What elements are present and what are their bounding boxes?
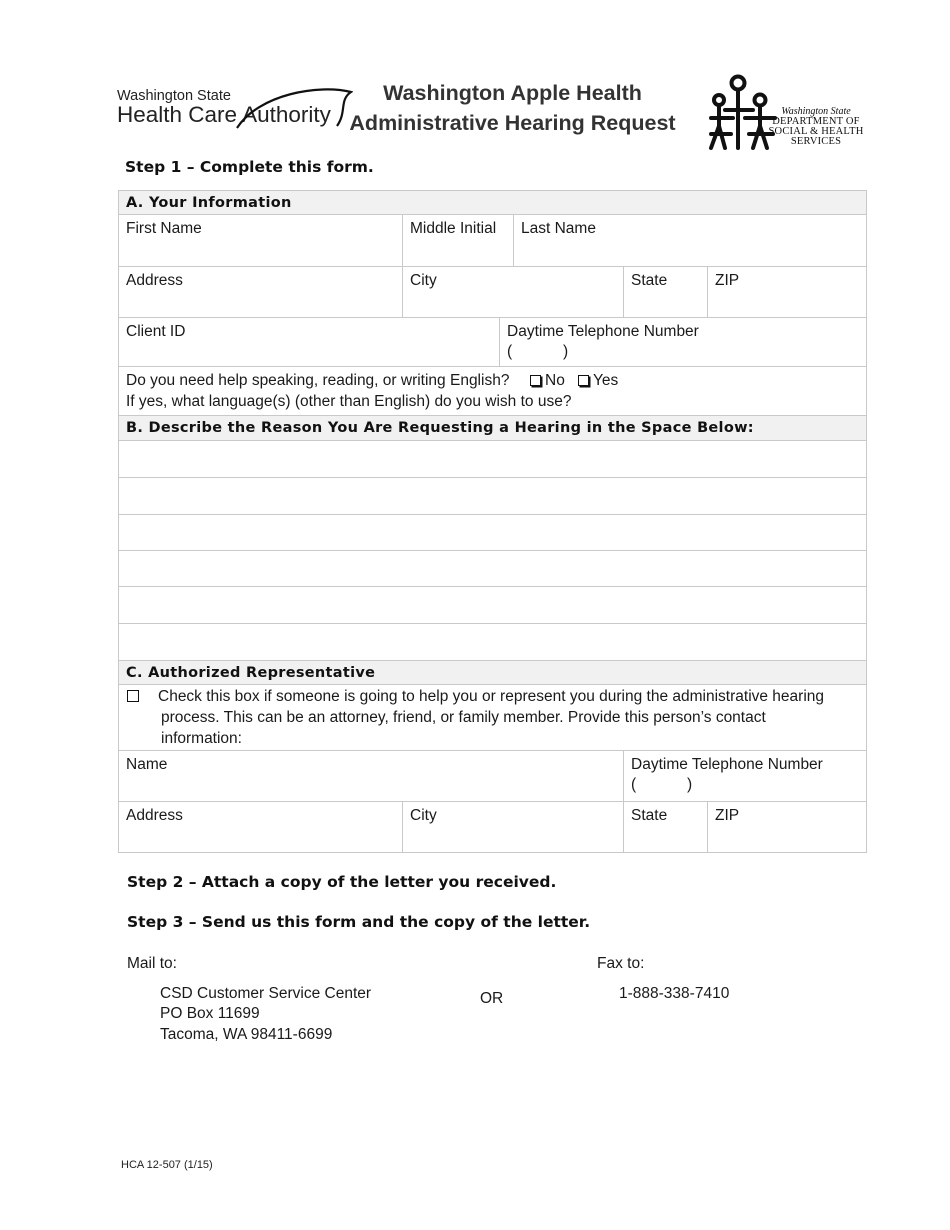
client-id-field[interactable]: Client ID (119, 318, 500, 367)
address-field[interactable]: Address (119, 267, 403, 318)
mail-address-line2: PO Box 11699 (160, 1005, 260, 1022)
reason-line[interactable] (119, 587, 866, 624)
english-help-row (119, 367, 866, 416)
daytime-phone-field[interactable]: Daytime Telephone Number ( ) (500, 318, 866, 367)
rep-zip-field[interactable]: ZIP (715, 807, 740, 824)
phone-close-paren: ) (563, 343, 569, 360)
or-separator: OR (480, 990, 504, 1007)
phone-open-paren: ( (507, 343, 513, 360)
reason-line[interactable] (119, 624, 866, 661)
section-c-heading: C. Authorized Representative (119, 661, 866, 685)
language-question: If yes, what language(s) (other than English) do you wish to use? (126, 393, 572, 410)
representative-checkbox[interactable] (127, 688, 139, 706)
reason-line[interactable] (119, 551, 866, 587)
rep-state-field[interactable]: State (624, 802, 708, 852)
step1-heading: Step 1 – Complete this form. (125, 158, 374, 176)
fax-to-label: Fax to: (597, 955, 645, 972)
rep-phone-close-paren: ) (687, 776, 693, 793)
state-field[interactable]: State (624, 267, 708, 318)
option-yes[interactable]: Yes (578, 372, 618, 390)
rep-phone-open-paren: ( (631, 776, 637, 793)
hca-logo-line2: Health Care Authority (117, 102, 331, 127)
step3-heading: Step 3 – Send us this form and the copy of the letter. (127, 913, 591, 931)
last-name-field[interactable]: Last Name (514, 215, 866, 267)
section-a-heading: A. Your Information (119, 191, 866, 215)
title-line2: Administrative Hearing Request (349, 111, 676, 135)
option-no[interactable]: No (530, 372, 565, 390)
hearing-request-form (118, 190, 867, 853)
form-number: HCA 12-507 (1/15) (121, 1159, 213, 1171)
hca-logo-line1: Washington State (117, 88, 231, 104)
rep-address-field[interactable]: Address (119, 802, 403, 852)
mail-to-label: Mail to: (127, 955, 177, 972)
fax-number: 1-888-338-7410 (619, 985, 730, 1002)
representative-text-line2: process. This can be an attorney, friend, or family member. Provide this person’s contact (161, 709, 766, 726)
checkbox-icon[interactable] (127, 690, 139, 702)
yes-checkbox-icon[interactable] (578, 375, 589, 386)
dshs-logo-text: Washington State DEPARTMENT OF SOCIAL & HEALTH SERVICES (768, 106, 864, 147)
step2-heading: Step 2 – Attach a copy of the letter you received. (127, 873, 557, 891)
mail-address-line3: Tacoma, WA 98411-6699 (160, 1026, 333, 1043)
reason-line[interactable] (119, 478, 866, 515)
english-help-question: Do you need help speaking, reading, or writing English? (126, 372, 510, 389)
city-field[interactable]: City (403, 267, 624, 318)
rep-city-field[interactable]: City (403, 802, 624, 852)
section-b-heading: B. Describe the Reason You Are Requesting a Hearing in the Space Below: (119, 416, 866, 441)
no-checkbox-icon[interactable] (530, 375, 541, 386)
hca-swoosh-icon (229, 86, 353, 130)
title-line1: Washington Apple Health (383, 81, 642, 105)
hca-logo (117, 86, 349, 134)
reason-line[interactable] (119, 515, 866, 551)
form-title (345, 78, 680, 138)
reason-line[interactable] (119, 441, 866, 478)
rep-name-field[interactable]: Name (119, 751, 624, 802)
middle-initial-field[interactable]: Middle Initial (403, 215, 514, 267)
zip-field[interactable]: ZIP (708, 267, 866, 318)
dshs-logo (705, 74, 867, 152)
mail-address-line1: CSD Customer Service Center (160, 985, 372, 1002)
representative-text-line3: information: (161, 730, 242, 747)
rep-phone-field[interactable]: Daytime Telephone Number ( ) (624, 751, 866, 802)
first-name-field[interactable]: First Name (119, 215, 403, 267)
representative-checkbox-row (119, 685, 866, 751)
representative-text-line1: Check this box if someone is going to help you or represent you during the administrative hearing (158, 688, 825, 705)
